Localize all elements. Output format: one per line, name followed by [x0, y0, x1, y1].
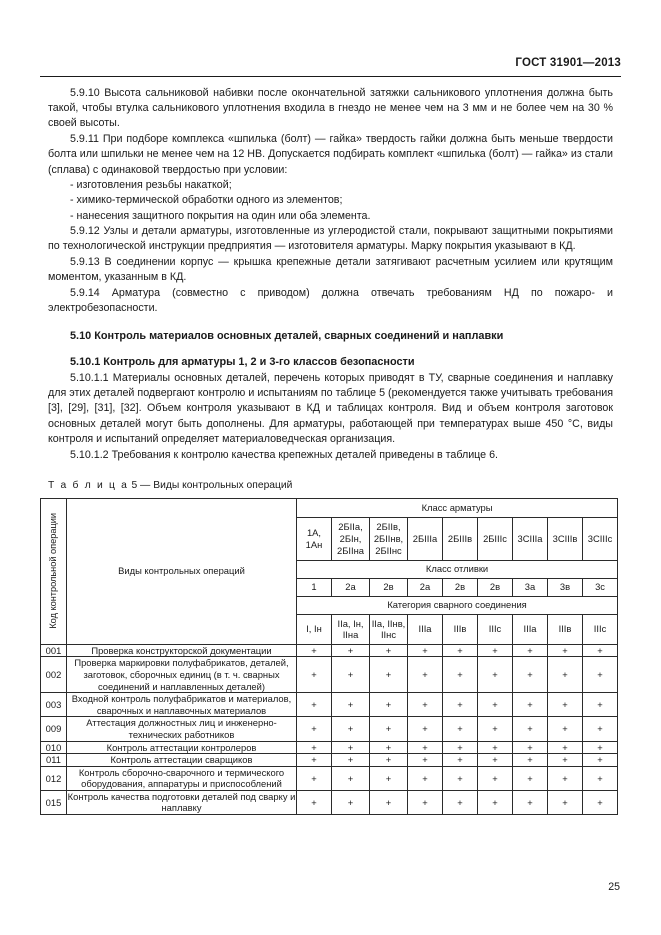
row-mark: + [332, 657, 370, 693]
row-code: 009 [41, 717, 67, 741]
row-operation: Проверка маркировки полуфабрикатов, деталей, заготовок, сборочных единиц (в т. ч. сварных соединений и наплавленных деталей) [67, 657, 297, 693]
row-mark: + [408, 644, 443, 657]
row-mark: + [370, 741, 408, 754]
row-mark: + [478, 790, 513, 814]
row-mark: + [583, 766, 618, 790]
row-operation: Проверка конструкторской документации [67, 644, 297, 657]
armature-class-9: 3СIIIс [583, 517, 618, 560]
row-operation: Контроль качества подготовки деталей под сварку и наплавку [67, 790, 296, 814]
paragraph-5-9-10: 5.9.10 Высота сальниковой набивки после окончательной затяжки сальникового уплотнения должна быть такой, чтобы втулка сальникового уплотнения входила в гнездо не менее чем на 3 мм и не более чем на 30 % своей высоты. [48, 87, 613, 130]
armature-class-3: 2БIIв, 2БIIнв, 2БIIнс [370, 517, 408, 560]
row-mark: + [297, 693, 332, 717]
casting-class-3: 2в [370, 578, 408, 596]
standard-designation: ГОСТ 31901—2013 [515, 57, 621, 69]
row-mark: + [548, 766, 583, 790]
row-mark: + [478, 717, 513, 741]
header-group-casting-class: Класс отливки [297, 560, 618, 578]
row-mark: + [297, 657, 332, 693]
paragraph-5-9-14: 5.9.14 Арматура (совместно с приводом) должна отвечать требованиям НД по пожаро- и электробезопасности. [48, 286, 613, 314]
row-mark: + [478, 657, 513, 693]
table-caption [48, 479, 613, 493]
row-mark: + [370, 693, 408, 717]
row-mark: + [548, 644, 583, 657]
row-mark: + [583, 717, 618, 741]
page-number: 25 [608, 881, 620, 893]
row-mark: + [478, 644, 513, 657]
subsection-heading-5-10-1: 5.10.1 Контроль для арматуры 1, 2 и 3-го классов безопасности [70, 356, 415, 369]
row-mark: + [443, 790, 478, 814]
row-mark: + [548, 693, 583, 717]
casting-class-4: 2а [408, 578, 443, 596]
row-mark: + [478, 741, 513, 754]
row-code: 003 [41, 693, 67, 717]
row-mark: + [370, 766, 408, 790]
row-mark: + [513, 741, 548, 754]
row-mark: + [332, 790, 370, 814]
row-mark: + [443, 741, 478, 754]
row-mark: + [408, 754, 443, 767]
row-code: 015 [41, 790, 67, 814]
dash-item-protective-coating: - нанесения защитного покрытия на один или оба элемента. [70, 209, 371, 222]
row-mark: + [332, 741, 370, 754]
table-row [41, 754, 618, 767]
row-mark: + [443, 693, 478, 717]
row-mark: + [332, 644, 370, 657]
row-code: 011 [41, 754, 67, 767]
weld-category-1: I, Iн [297, 614, 332, 644]
paragraph-5-10-1-1: 5.10.1.1 Материалы основных деталей, перечень которых приводят в ТУ, сварные соединения и наплавку для этих деталей подвергают контролю и испытаниям по таблице 5 (рекомендуется также учитывать требования [3], [29], [31], [32]. Объем контроля указывают в КД и таблицах контроля. Вид и объем контроля заготовок основных деталей могут быть дополнены. Для арматуры, работающей при температурах выше 450 °С, виды контроля и испытаний определяет материаловедческая организация. [48, 372, 613, 445]
row-mark: + [443, 754, 478, 767]
casting-class-2: 2а [332, 578, 370, 596]
row-mark: + [513, 717, 548, 741]
armature-class-4: 2БIIIа [408, 517, 443, 560]
row-mark: + [513, 657, 548, 693]
row-code: 001 [41, 644, 67, 657]
row-mark: + [332, 693, 370, 717]
row-mark: + [332, 754, 370, 767]
armature-class-7: 3СIIIа [513, 517, 548, 560]
paragraph-5-10-1-2: 5.10.1.2 Требования к контролю качества крепежных деталей приведены в таблице 6. [70, 448, 499, 461]
row-mark: + [583, 693, 618, 717]
row-operation: Контроль аттестации сварщиков [67, 754, 297, 767]
row-mark: + [408, 766, 443, 790]
row-code: 012 [41, 766, 67, 790]
row-mark: + [370, 754, 408, 767]
casting-class-7: 3а [513, 578, 548, 596]
row-mark: + [478, 754, 513, 767]
table-row [41, 657, 618, 693]
row-mark: + [443, 717, 478, 741]
row-mark: + [332, 766, 370, 790]
dash-item-thermochemical: - химико-термической обработки одного из элементов; [70, 194, 343, 207]
row-mark: + [297, 790, 332, 814]
header-operations-column: Виды контрольных операций [67, 498, 297, 644]
weld-category-5: IIIв [443, 614, 478, 644]
table-body [41, 644, 618, 814]
paragraph-5-9-11: 5.9.11 При подборе комплекса «шпилька (болт) — гайка» твердость гайки должна быть меньше твердости болта или шпильки не менее чем на 12 HB. Допускается подбирать комплект «шпилька (болт) — гайка» из стали (сплава) с одинаковой твердостью при условии: [48, 133, 613, 176]
casting-class-1: 1 [297, 578, 332, 596]
row-mark: + [408, 741, 443, 754]
weld-category-8: IIIв [548, 614, 583, 644]
row-mark: + [478, 766, 513, 790]
weld-category-7: IIIа [513, 614, 548, 644]
table-5-control-operations [40, 498, 618, 815]
row-mark: + [297, 741, 332, 754]
header-group-weld-category: Категория сварного соединения [297, 596, 618, 614]
table-row [41, 644, 618, 657]
armature-class-1: 1А, 1Ан [297, 517, 332, 560]
row-mark: + [408, 790, 443, 814]
weld-category-4: IIIа [408, 614, 443, 644]
row-code: 010 [41, 741, 67, 754]
row-mark: + [583, 644, 618, 657]
armature-class-6: 2БIIIс [478, 517, 513, 560]
paragraph-5-9-13: 5.9.13 В соединении корпус — крышка крепежные детали затягивают расчетным усилием или крутящим моментом, указанным в КД. [48, 255, 613, 283]
row-mark: + [297, 717, 332, 741]
armature-class-8: 3СIIIв [548, 517, 583, 560]
header-row-armature-class [41, 498, 618, 517]
row-mark: + [370, 717, 408, 741]
row-mark: + [583, 754, 618, 767]
row-mark: + [513, 693, 548, 717]
row-mark: + [297, 766, 332, 790]
row-operation: Контроль сборочно-сварочного и термического оборудования, аппаратуры и приспособлений [67, 766, 297, 790]
table-row [41, 693, 618, 717]
row-mark: + [583, 657, 618, 693]
table-row [41, 766, 618, 790]
row-mark: + [408, 693, 443, 717]
row-mark: + [408, 657, 443, 693]
row-mark: + [408, 717, 443, 741]
casting-class-8: 3в [548, 578, 583, 596]
table-row [41, 741, 618, 754]
header-group-armature-class: Класс арматуры [297, 498, 618, 517]
row-mark: + [583, 790, 618, 814]
row-mark: + [370, 644, 408, 657]
table-head [41, 498, 618, 644]
table-row [41, 717, 618, 741]
row-mark: + [332, 717, 370, 741]
row-mark: + [443, 657, 478, 693]
row-mark: + [583, 741, 618, 754]
table-row [41, 790, 618, 814]
dash-item-thread-rolling: - изготовления резьбы накаткой; [70, 179, 232, 192]
casting-class-6: 2в [478, 578, 513, 596]
casting-class-5: 2в [443, 578, 478, 596]
row-mark: + [548, 741, 583, 754]
row-mark: + [478, 693, 513, 717]
row-mark: + [513, 644, 548, 657]
row-mark: + [513, 754, 548, 767]
row-code: 002 [41, 657, 67, 693]
row-mark: + [370, 657, 408, 693]
row-mark: + [548, 754, 583, 767]
casting-class-9: 3с [583, 578, 618, 596]
row-mark: + [548, 657, 583, 693]
row-mark: + [297, 754, 332, 767]
row-mark: + [548, 790, 583, 814]
weld-category-3: IIа, IIнв, IIнс [370, 614, 408, 644]
table-caption-prefix: Т а б л и ц а [48, 479, 129, 491]
row-operation: Аттестация должностных лиц и инженерно-технических работников [67, 717, 297, 741]
row-mark: + [443, 644, 478, 657]
weld-category-2: IIа, Iн, IIна [332, 614, 370, 644]
row-mark: + [443, 766, 478, 790]
armature-class-5: 2БIIIв [443, 517, 478, 560]
paragraph-5-9-12: 5.9.12 Узлы и детали арматуры, изготовленные из углеродистой стали, покрывают защитными покрытиями по технологической инструкции предприятия — изготовителя арматуры. Марку покрытия указывают в КД. [48, 224, 613, 253]
row-mark: + [370, 790, 408, 814]
row-mark: + [513, 790, 548, 814]
row-operation: Входной контроль полуфабрикатов и материалов, сварочных и наплавочных материалов [67, 693, 297, 717]
section-heading-5-10: 5.10 Контроль материалов основных деталей, сварных соединений и наплавки [70, 330, 504, 343]
armature-class-2: 2БIIа, 2БIн, 2БIIна [332, 517, 370, 560]
row-operation: Контроль аттестации контролеров [67, 741, 297, 754]
row-mark: + [548, 717, 583, 741]
header-code-column: Код контрольной операции [41, 498, 67, 644]
weld-category-9: IIIс [583, 614, 618, 644]
table-caption-text: 5 — Виды контрольных операций [131, 479, 293, 491]
header-divider-rule [40, 76, 621, 77]
weld-category-6: IIIс [478, 614, 513, 644]
row-mark: + [297, 644, 332, 657]
page-content [45, 86, 613, 815]
row-mark: + [513, 766, 548, 790]
